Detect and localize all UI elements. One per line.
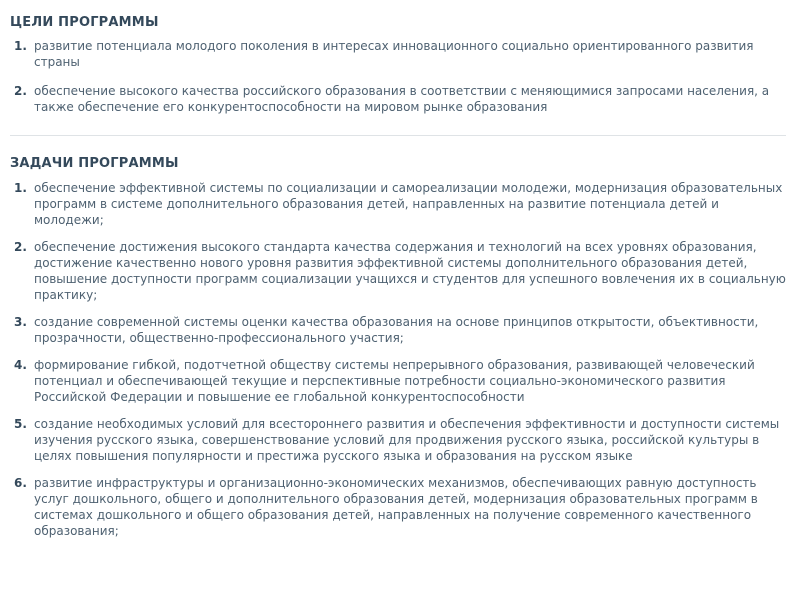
task-item bbox=[10, 239, 786, 303]
task-item bbox=[10, 180, 786, 228]
task-text: создание современной системы оценки качества образования на основе принципов открытости, объективности, прозрачности, общественно-профессионального участия; bbox=[34, 315, 759, 345]
task-text: формирование гибкой, подотчетной обществу системы непрерывного образования, развивающей человеческий потенциал и обеспечивающей текущие и перспективные потребности социально-экономического развития Российской Федерации и повышение ее глобальной конкурентоспособности bbox=[34, 358, 755, 404]
task-number: 5. bbox=[14, 417, 27, 431]
goals-heading: ЦЕЛИ ПРОГРАММЫ bbox=[10, 15, 159, 30]
tasks-list bbox=[10, 180, 786, 539]
goal-item bbox=[10, 38, 786, 70]
task-item bbox=[10, 475, 786, 539]
task-number: 2. bbox=[14, 240, 27, 254]
task-number: 4. bbox=[14, 358, 27, 372]
goal-text: обеспечение высокого качества российского образования в соответствии с меняющимися запросами населения, а также обеспечение его конкурентоспособности на мировом рынке образования bbox=[34, 84, 770, 114]
task-text: обеспечение достижения высокого стандарта качества содержания и технологий на всех уровнях образования, достижение качественно нового уровня развития эффективной системы дополнительного образования детей, повышение доступности программ социализации учащихся и студентов для успешного вовлечения их в социальную практику; bbox=[34, 240, 786, 302]
tasks-section bbox=[10, 155, 786, 539]
task-number: 3. bbox=[14, 315, 27, 329]
goal-number: 2. bbox=[14, 84, 27, 98]
task-item bbox=[10, 416, 786, 464]
goal-item bbox=[10, 83, 786, 115]
task-text: создание необходимых условий для всестороннего развития и обеспечения эффективности и доступности системы изучения русского языка, совершенствование условий для продвижения русского языка, российской культуры в целях повышения популярности и престижа русского языка и образования на русском языке bbox=[34, 417, 780, 463]
goal-text: развитие потенциала молодого поколения в интересах инновационного социально ориентированного развития страны bbox=[34, 39, 754, 69]
task-item bbox=[10, 314, 786, 346]
goals-list bbox=[10, 38, 786, 115]
task-text: развитие инфраструктуры и организационно-экономических механизмов, обеспечивающих равную доступность услуг дошкольного, общего и дополнительного образования детей, модернизация образовательных программ в системах дошкольного и общего образования детей, направленных на получение современного качественного образования; bbox=[34, 476, 758, 538]
goal-number: 1. bbox=[14, 39, 27, 53]
goals-section bbox=[10, 14, 786, 115]
tasks-heading: ЗАДАЧИ ПРОГРАММЫ bbox=[10, 156, 179, 171]
task-item bbox=[10, 357, 786, 405]
task-number: 6. bbox=[14, 476, 27, 490]
section-divider bbox=[10, 135, 786, 136]
task-text: обеспечение эффективной системы по социализации и самореализации молодежи, модернизация образовательных программ в системе дополнительного образования детей, направленных на развитие потенциала детей и молодежи; bbox=[34, 181, 783, 227]
task-number: 1. bbox=[14, 181, 27, 195]
